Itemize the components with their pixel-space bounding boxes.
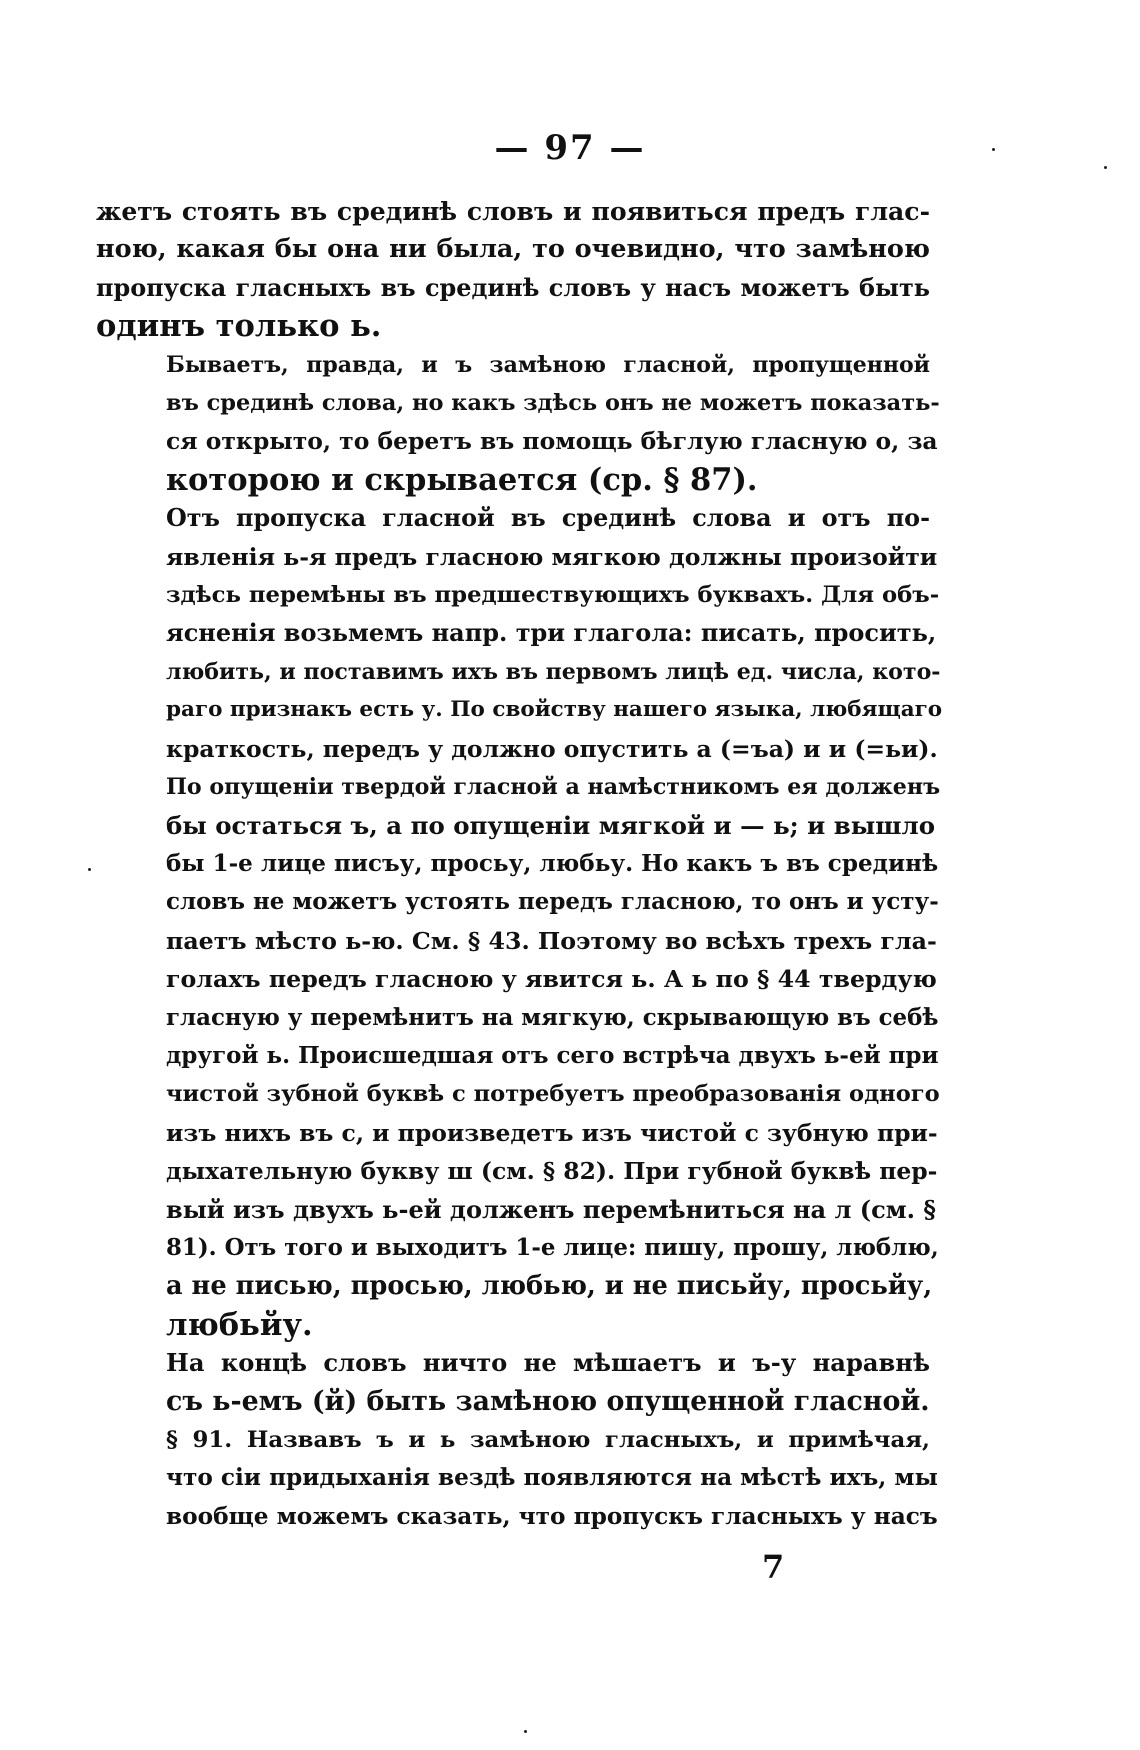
- text-line: вый изъ двухъ ь-ей долженъ перемѣниться на л (см. §: [166, 1194, 936, 1224]
- text-line: явленія ь-я предъ гласною мягкою должны произойти: [166, 542, 938, 571]
- text-line: ною, какая бы она ни была, то очевидно, что замѣною: [96, 234, 930, 265]
- scan-speck: [524, 1730, 527, 1733]
- signature-mark: 7: [762, 1548, 785, 1586]
- paragraph: [96, 499, 943, 1344]
- text-line: 81). Отъ того и выходитъ 1-е лице: пишу, прошу, люблю,: [166, 1234, 939, 1261]
- text-line: Отъ пропуска гласной въ срединѣ слова и отъ по-: [166, 504, 930, 533]
- text-line: съ ь-емъ (й) быть замѣною опущенной гласной.: [166, 1385, 930, 1417]
- text-line: бы 1-е лице писъу, просьу, любьу. Но какъ ъ въ срединѣ: [166, 849, 939, 877]
- text-line: По опущеніи твердой гласной а намѣстникомъ ея долженъ: [166, 774, 941, 801]
- page-number: — 97 —: [494, 128, 646, 168]
- text-line: пропуска гласныхъ въ срединѣ словъ у насъ можетъ быть: [96, 273, 930, 302]
- text-line: паетъ мѣсто ь-ю. См. § 43. Поэтому во всѣхъ трехъ гла-: [166, 926, 937, 955]
- scan-speck: [88, 868, 91, 871]
- text-line: здѣсь перемѣны въ предшествующихъ буквахъ. Для объ-: [166, 582, 940, 609]
- text-line: § 91. Назвавъ ъ и ь замѣною гласныхъ, и примѣчая,: [166, 1427, 930, 1453]
- text-line: изъ нихъ въ с, и произведетъ изъ чистой с зубную при-: [166, 1118, 938, 1147]
- paragraph: [96, 346, 940, 500]
- text-line: которою и скрывается (ср. § 87).: [166, 461, 758, 498]
- text-line: краткость, передъ у должно опустить а (=ъа) и и (=ьи).: [166, 734, 938, 763]
- text-line: ясненія возьмемъ напр. три глагола: писать, просить,: [166, 618, 937, 648]
- text-line: голахъ передъ гласною у явится ь. А ь по § 44 твердую: [166, 965, 937, 994]
- text-line: словъ не можетъ устоять передъ гласною, то онъ и усту-: [166, 888, 939, 916]
- text-line: въ срединѣ слова, но какъ здѣсь онъ не можетъ показать-: [166, 390, 940, 417]
- text-line: жетъ стоять въ срединѣ словъ и появиться предъ глас-: [96, 196, 930, 226]
- text-line: любить, и поставимъ ихъ въ первомъ лицѣ ед. числа, кото-: [166, 658, 941, 685]
- text-line: другой ь. Происшедшая отъ сего встрѣча двухъ ь-ей при: [166, 1041, 939, 1069]
- text-line: раго признакъ есть у. По свойству нашего языка, любящаго: [166, 697, 943, 723]
- text-line: На концѣ словъ ничто не мѣшаетъ и ъ-у наравнѣ: [166, 1348, 930, 1378]
- text-line: гласную у перемѣнитъ на мягкую, скрывающую въ себѣ: [166, 1003, 939, 1031]
- paragraph: [96, 192, 930, 346]
- scan-speck: [992, 148, 995, 151]
- scan-speck: [1104, 166, 1107, 169]
- paragraph: [96, 1344, 930, 1421]
- text-line: дыхательную букву ш (см. § 82). При губной буквѣ пер-: [166, 1157, 938, 1186]
- body-text: [96, 192, 943, 1536]
- text-line: что сіи придыханія вездѣ появляются на мѣстѣ ихъ, мы: [166, 1464, 938, 1492]
- text-line: ся открыто, то беретъ въ помощь бѣглую гласную о, за: [166, 427, 938, 456]
- text-line: Бываетъ, правда, и ъ замѣною гласной, пропущенной: [166, 351, 930, 378]
- text-line: одинъ только ь.: [96, 308, 382, 345]
- text-line: а не писью, просью, любью, и не письйу, просьйу,: [166, 1271, 933, 1302]
- text-line: вообще можемъ сказать, что пропускъ гласныхъ у насъ: [166, 1502, 938, 1530]
- paragraph: [96, 1421, 938, 1536]
- text-line: чистой зубной буквѣ с потребуетъ преобразованія одного: [166, 1081, 940, 1108]
- text-line: бы остаться ъ, а по опущеніи мягкой и — ь; и вышло: [166, 810, 935, 840]
- text-line: любьйу.: [166, 1306, 313, 1343]
